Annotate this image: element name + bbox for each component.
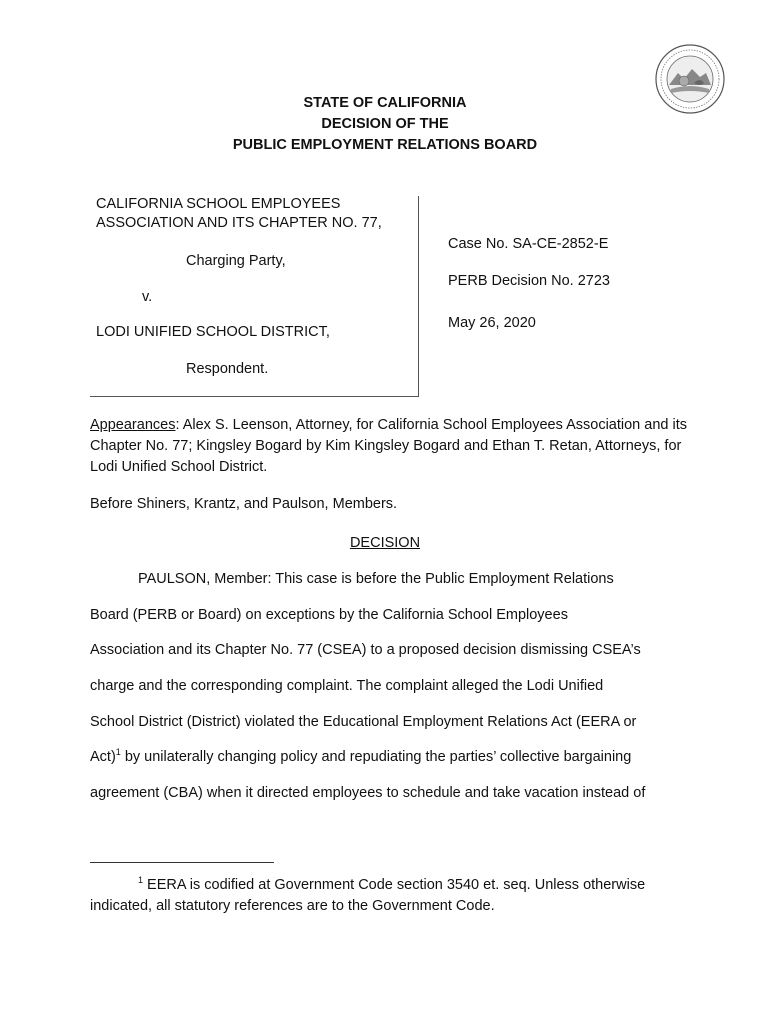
heading-line-state: STATE OF CALIFORNIA	[303, 95, 467, 111]
footnote-separator	[90, 862, 274, 863]
respondent-role: Respondent.	[186, 361, 269, 377]
footnote-text: EERA is codified at Government Code section 3540 et. seq. Unless otherwise	[143, 877, 646, 893]
appearances-label: Appearances	[90, 417, 176, 433]
document-heading	[0, 92, 770, 155]
heading-line-decision: DECISION OF THE	[321, 116, 449, 132]
body-line: School District (District) violated the Educational Employment Relations Act (EERA or	[90, 714, 637, 730]
caption-divider-horizontal	[90, 396, 419, 397]
appearances-text: : Alex S. Leenson, Attorney, for California School Employees Association and its Chapter No. 77; Kingsley Bogard by Kim Kingsley Bogard and Ethan T. Retan, Attorneys, for Lodi Unified School District.	[90, 417, 687, 475]
body-line	[90, 749, 631, 765]
body-text: Act)	[90, 749, 116, 765]
footnote-line: indicated, all statutory references are to the Government Code.	[90, 898, 495, 914]
heading-line-board: PUBLIC EMPLOYMENT RELATIONS BOARD	[232, 137, 538, 153]
decision-number: PERB Decision No. 2723	[448, 273, 610, 289]
panel-members: Before Shiners, Krantz, and Paulson, Members.	[90, 496, 398, 512]
appearances-paragraph	[90, 415, 690, 478]
charging-party-name-line1: CALIFORNIA SCHOOL EMPLOYEES	[96, 196, 341, 212]
footnote-marker: 1	[138, 875, 144, 886]
body-line: Board (PERB or Board) on exceptions by the California School Employees	[90, 607, 568, 623]
charging-party-name-line2: ASSOCIATION AND ITS CHAPTER NO. 77,	[96, 215, 382, 231]
decision-date: May 26, 2020	[448, 315, 536, 331]
body-line: Association and its Chapter No. 77 (CSEA) to a proposed decision dismissing CSEA’s	[90, 642, 641, 658]
body-line: charge and the corresponding complaint. The complaint alleged the Lodi Unified	[90, 678, 604, 694]
footnote-line	[90, 875, 710, 896]
body-line: agreement (CBA) when it directed employees to schedule and take vacation instead of	[90, 785, 646, 801]
body-line: PAULSON, Member: This case is before the Public Employment Relations	[138, 571, 614, 587]
footnote	[90, 875, 710, 917]
caption-divider-vertical	[418, 196, 419, 396]
versus-label: v.	[142, 289, 153, 305]
respondent-name: LODI UNIFIED SCHOOL DISTRICT,	[96, 324, 330, 340]
footnote-reference[interactable]: 1	[115, 747, 121, 758]
body-text: by unilaterally changing policy and repudiating the parties’ collective bargaining	[120, 749, 632, 765]
charging-party-role: Charging Party,	[186, 253, 286, 269]
case-number: Case No. SA-CE-2852-E	[448, 236, 609, 252]
decision-title: DECISION	[349, 535, 421, 551]
